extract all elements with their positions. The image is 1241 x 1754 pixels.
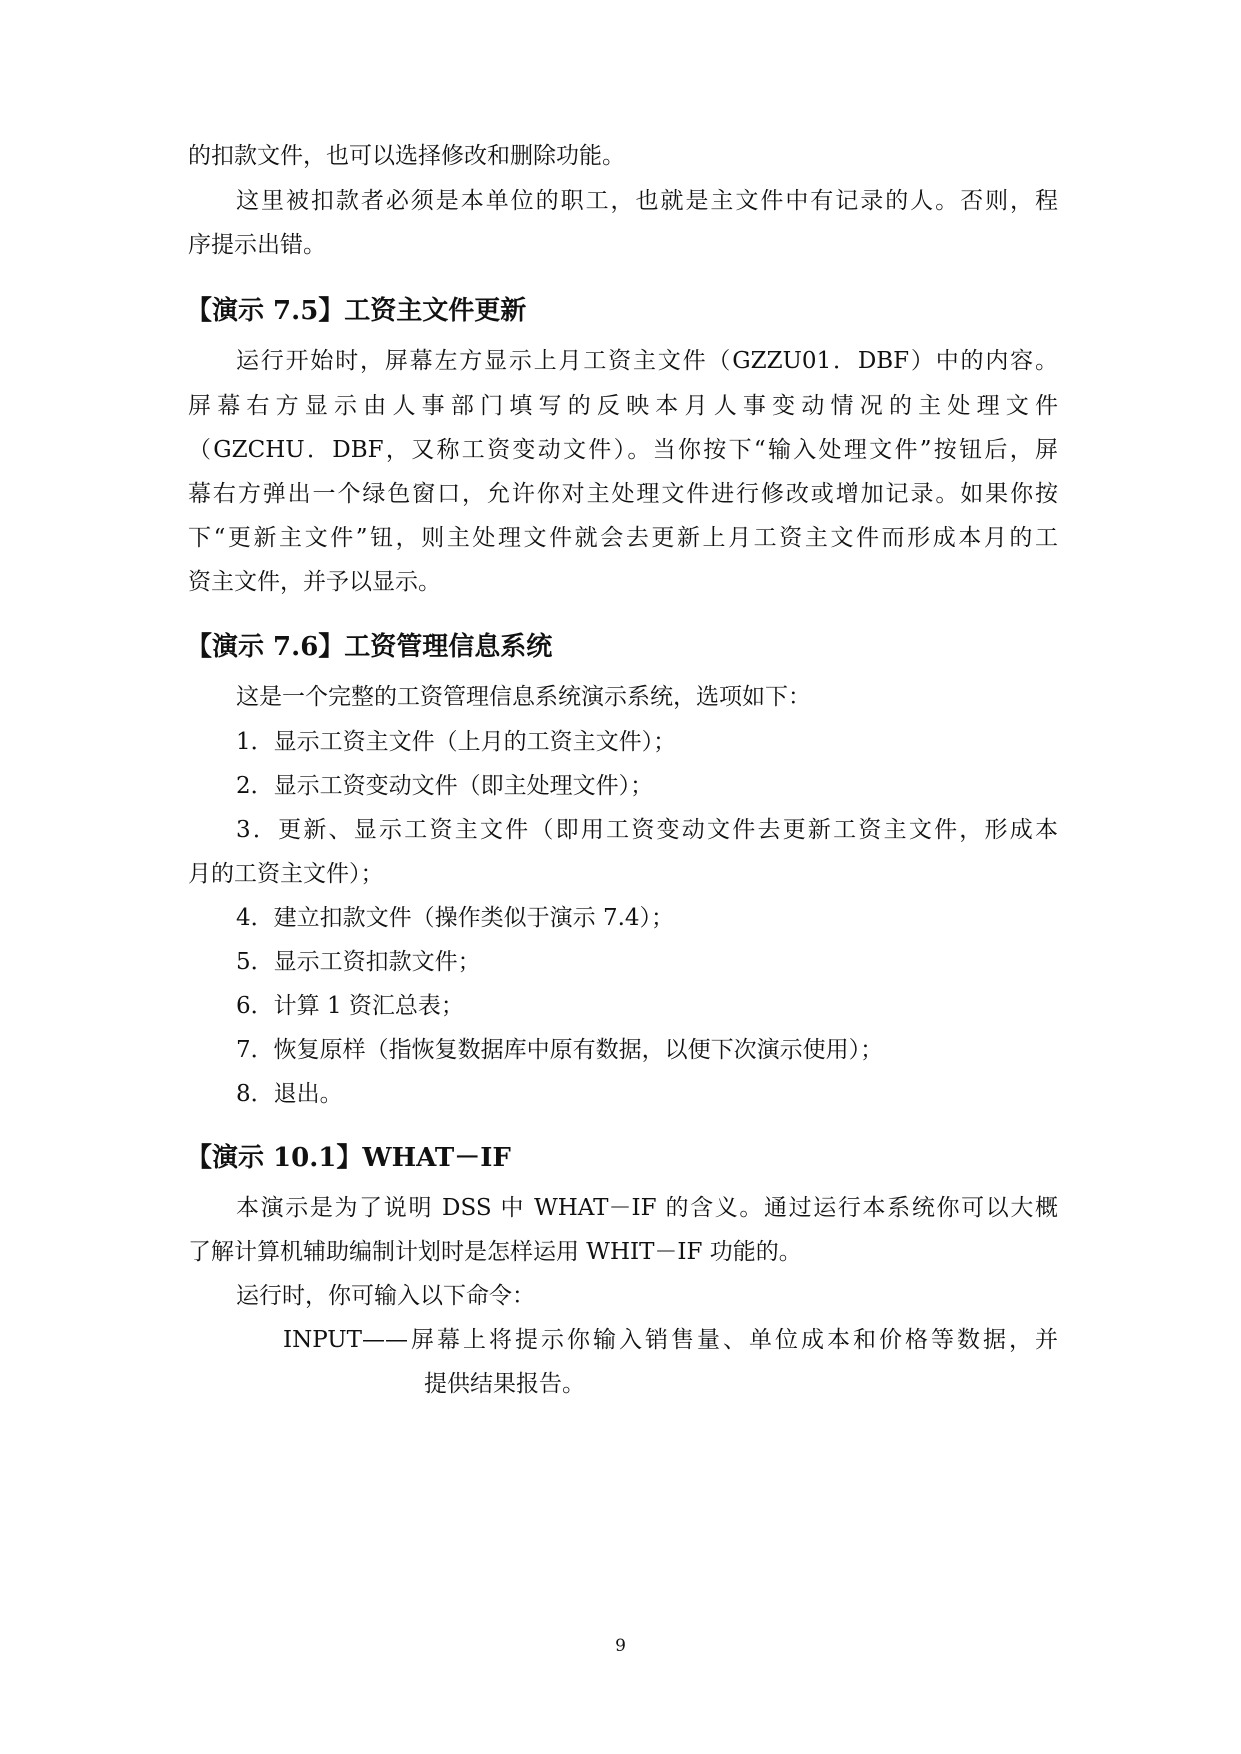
paragraph-line: 这里被扣款者必须是本单位的职工，也就是主文件中有记录的人。否则，程 (236, 188, 1058, 214)
paragraph-line: 序提示出错。 (188, 232, 326, 258)
paragraph-line: 资主文件，并予以显示。 (188, 569, 441, 595)
list-item: 1．显示工资主文件（上月的工资主文件）； (236, 729, 677, 755)
section-heading-10-1: 【演示 10.1】WHAT－IF (186, 1143, 511, 1173)
list-item: 4．建立扣款文件（操作类似于演示 7.4）； (236, 905, 675, 931)
list-item: 7．恢复原样（指恢复数据库中原有数据，以便下次演示使用）； (236, 1037, 884, 1063)
list-item: 2．显示工资变动文件（即主处理文件）； (236, 773, 654, 799)
paragraph-line: 屏幕右方显示由人事部门填写的反映本月人事变动情况的主处理文件 (188, 393, 1058, 419)
list-item-continuation: 月的工资主文件）； (188, 861, 384, 887)
page-number: 9 (615, 1636, 626, 1656)
command-description-continuation: 提供结果报告。 (424, 1371, 585, 1397)
section-heading-7-5: 【演示 7.5】工资主文件更新 (186, 296, 527, 326)
paragraph-line: （GZCHU．DBF，又称工资变动文件）。当你按下“输入处理文件”按钮后，屏 (188, 437, 1058, 463)
paragraph-line: 运行时，你可输入以下命令： (236, 1283, 535, 1309)
paragraph-line: 这是一个完整的工资管理信息系统演示系统，选项如下： (236, 684, 811, 710)
list-item: 8．退出。 (236, 1081, 343, 1107)
paragraph-line: 运行开始时，屏幕左方显示上月工资主文件（GZZU01．DBF）中的内容。 (236, 348, 1058, 374)
paragraph-line: 了解计算机辅助编制计划时是怎样运用 WHIT－IF 功能的。 (188, 1239, 802, 1265)
paragraph-line: 下“更新主文件”钮，则主处理文件就会去更新上月工资主文件而形成本月的工 (188, 525, 1058, 551)
command-description: INPUT——屏幕上将提示你输入销售量、单位成本和价格等数据，并 (283, 1327, 1058, 1353)
list-item: 3．更新、显示工资主文件（即用工资变动文件去更新工资主文件，形成本 (236, 817, 1058, 843)
paragraph-line: 幕右方弹出一个绿色窗口，允许你对主处理文件进行修改或增加记录。如果你按 (188, 481, 1058, 507)
paragraph-line: 的扣款文件，也可以选择修改和删除功能。 (188, 143, 625, 169)
list-item: 5．显示工资扣款文件； (236, 949, 481, 975)
paragraph-line: 本演示是为了说明 DSS 中 WHAT－IF 的含义。通过运行本系统你可以大概 (236, 1195, 1058, 1221)
list-item: 6．计算 1 资汇总表； (236, 993, 464, 1019)
section-heading-7-6: 【演示 7.6】工资管理信息系统 (186, 632, 553, 662)
